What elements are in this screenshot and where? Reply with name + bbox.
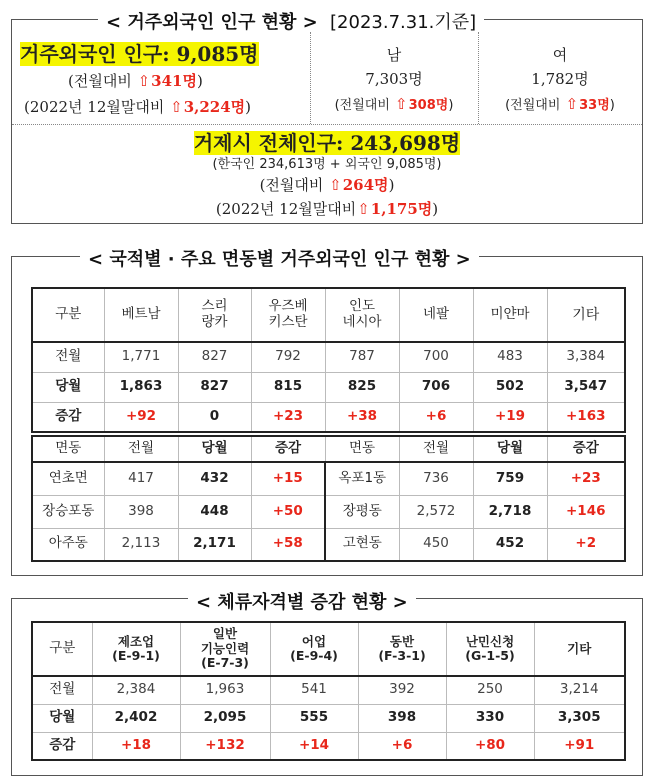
table-cell: 3,305 bbox=[534, 704, 625, 732]
foreign-mom-change: (전월대비 ⇧341명) bbox=[68, 72, 203, 90]
column-header: 베트남 bbox=[104, 288, 178, 342]
column-header: 당월 bbox=[178, 436, 251, 462]
column-header: 기타 bbox=[534, 622, 625, 676]
foreign-yoy-change: (2022년 12월말대비 ⇧3,224명) bbox=[24, 98, 252, 116]
male-count: 7,303명 bbox=[365, 70, 423, 88]
table-cell: 1,863 bbox=[104, 372, 178, 402]
city-mom-change: (전월대비 ⇧264명) bbox=[259, 176, 395, 194]
table-cell: +50 bbox=[251, 495, 325, 528]
table-cell: +23 bbox=[251, 402, 325, 432]
female-mom-change: (전월대비 ⇧33명) bbox=[505, 95, 615, 113]
table-cell: 2,718 bbox=[473, 495, 547, 528]
row-label: 전월 bbox=[32, 342, 104, 372]
table-cell: 815 bbox=[251, 372, 325, 402]
table-cell: +91 bbox=[534, 732, 625, 760]
table-row bbox=[32, 495, 625, 528]
district-table bbox=[31, 435, 626, 562]
table-cell: 759 bbox=[473, 462, 547, 495]
up-arrow-icon: ⇧ bbox=[170, 98, 183, 116]
table-cell: 2,384 bbox=[92, 676, 180, 704]
table-cell: 555 bbox=[270, 704, 358, 732]
column-header: 일반 기능인력 (E-7-3) bbox=[180, 622, 270, 676]
table-cell: 2,171 bbox=[178, 528, 251, 561]
table-cell: +15 bbox=[251, 462, 325, 495]
city-total-headline: 거제시 전체인구: 243,698명 bbox=[193, 131, 461, 155]
table-cell: +80 bbox=[446, 732, 534, 760]
row-label: 증감 bbox=[32, 732, 92, 760]
column-header: 구분 bbox=[32, 622, 92, 676]
table-cell: 0 bbox=[178, 402, 251, 432]
district-header-row bbox=[32, 436, 625, 462]
row-label: 증감 bbox=[32, 402, 104, 432]
status-change-title: < 체류자격별 증감 현황 > bbox=[188, 588, 416, 614]
table-cell: 448 bbox=[178, 495, 251, 528]
table-cell: 392 bbox=[358, 676, 446, 704]
table-cell: 827 bbox=[178, 372, 251, 402]
table-cell: 417 bbox=[104, 462, 178, 495]
nationality-district-title: < 국적별 · 주요 면동별 거주외국인 인구 현황 > bbox=[80, 245, 479, 271]
up-arrow-icon: ⇧ bbox=[395, 95, 408, 113]
visa-status-table bbox=[31, 621, 626, 761]
table-row bbox=[32, 732, 625, 760]
male-label: 남 bbox=[386, 46, 402, 64]
city-yoy-change: (2022년 12월말대비⇧1,175명) bbox=[215, 200, 439, 218]
column-header: 전월 bbox=[104, 436, 178, 462]
column-header: 스리 랑카 bbox=[178, 288, 251, 342]
table-cell: 827 bbox=[178, 342, 251, 372]
table-cell: 787 bbox=[325, 342, 399, 372]
table-cell: 483 bbox=[473, 342, 547, 372]
row-label: 당월 bbox=[32, 372, 104, 402]
table-cell: 2,572 bbox=[399, 495, 473, 528]
table-row bbox=[32, 528, 625, 561]
table-cell: 706 bbox=[399, 372, 473, 402]
table-cell: 250 bbox=[446, 676, 534, 704]
column-header: 당월 bbox=[473, 436, 547, 462]
table-cell: +6 bbox=[399, 402, 473, 432]
column-header: 어업 (E-9-4) bbox=[270, 622, 358, 676]
table-cell: +146 bbox=[547, 495, 625, 528]
table-cell: 3,547 bbox=[547, 372, 625, 402]
table-cell: +2 bbox=[547, 528, 625, 561]
column-header: 증감 bbox=[547, 436, 625, 462]
district-name: 옥포1동 bbox=[325, 462, 399, 495]
foreign-total-headline: 거주외국인 인구: 9,085명 bbox=[20, 42, 259, 66]
table-row bbox=[32, 402, 625, 432]
table-cell: +132 bbox=[180, 732, 270, 760]
table-cell: 2,095 bbox=[180, 704, 270, 732]
table-cell: +6 bbox=[358, 732, 446, 760]
table-cell: 432 bbox=[178, 462, 251, 495]
column-header: 전월 bbox=[399, 436, 473, 462]
female-count: 1,782명 bbox=[531, 70, 589, 88]
table-cell: +163 bbox=[547, 402, 625, 432]
district-name: 장평동 bbox=[325, 495, 399, 528]
table-cell: 2,402 bbox=[92, 704, 180, 732]
table-cell: 502 bbox=[473, 372, 547, 402]
table-cell: 700 bbox=[399, 342, 473, 372]
nationality-header-row bbox=[32, 288, 625, 342]
district-name: 연초면 bbox=[32, 462, 104, 495]
column-header: 면동 bbox=[32, 436, 104, 462]
table-cell: 450 bbox=[399, 528, 473, 561]
table-cell: 1,771 bbox=[104, 342, 178, 372]
column-header: 미얀마 bbox=[473, 288, 547, 342]
up-arrow-icon: ⇧ bbox=[565, 95, 579, 113]
table-cell: 3,214 bbox=[534, 676, 625, 704]
table-cell: 398 bbox=[104, 495, 178, 528]
column-header: 면동 bbox=[325, 436, 399, 462]
column-header: 우즈베 키스탄 bbox=[251, 288, 325, 342]
status-header-row bbox=[32, 622, 625, 676]
column-header: 인도 네시아 bbox=[325, 288, 399, 342]
column-header: 증감 bbox=[251, 436, 325, 462]
column-header: 기타 bbox=[547, 288, 625, 342]
table-row bbox=[32, 676, 625, 704]
population-summary-title: < 거주외국인 인구 현황 > [2023.7.31.기준] bbox=[98, 8, 484, 34]
district-name: 고현동 bbox=[325, 528, 399, 561]
table-cell: +14 bbox=[270, 732, 358, 760]
table-cell: 3,384 bbox=[547, 342, 625, 372]
female-label: 여 bbox=[552, 46, 568, 64]
column-header: 난민신청 (G-1-5) bbox=[446, 622, 534, 676]
table-cell: +18 bbox=[92, 732, 180, 760]
nationality-table bbox=[31, 287, 626, 433]
up-arrow-icon: ⇧ bbox=[357, 200, 370, 218]
divider-horizontal bbox=[12, 124, 642, 125]
table-cell: 792 bbox=[251, 342, 325, 372]
table-cell: +19 bbox=[473, 402, 547, 432]
table-row bbox=[32, 342, 625, 372]
column-header: 구분 bbox=[32, 288, 104, 342]
table-cell: +23 bbox=[547, 462, 625, 495]
table-cell: 736 bbox=[399, 462, 473, 495]
table-cell: 2,113 bbox=[104, 528, 178, 561]
up-arrow-icon: ⇧ bbox=[329, 176, 342, 194]
row-label: 당월 bbox=[32, 704, 92, 732]
table-cell: +58 bbox=[251, 528, 325, 561]
table-cell: 541 bbox=[270, 676, 358, 704]
table-cell: +38 bbox=[325, 402, 399, 432]
male-mom-change: (전월대비 ⇧308명) bbox=[334, 95, 454, 113]
table-cell: +92 bbox=[104, 402, 178, 432]
table-cell: 452 bbox=[473, 528, 547, 561]
table-cell: 1,963 bbox=[180, 676, 270, 704]
column-header: 동반 (F-3-1) bbox=[358, 622, 446, 676]
district-name: 장승포동 bbox=[32, 495, 104, 528]
city-breakdown: (한국인 234,613명 + 외국인 9,085명) bbox=[212, 157, 442, 172]
table-row bbox=[32, 704, 625, 732]
up-arrow-icon: ⇧ bbox=[137, 72, 151, 90]
column-header: 네팔 bbox=[399, 288, 473, 342]
column-header: 제조업 (E-9-1) bbox=[92, 622, 180, 676]
district-name: 아주동 bbox=[32, 528, 104, 561]
row-label: 전월 bbox=[32, 676, 92, 704]
table-cell: 398 bbox=[358, 704, 446, 732]
table-row bbox=[32, 462, 625, 495]
table-cell: 330 bbox=[446, 704, 534, 732]
table-row bbox=[32, 372, 625, 402]
table-cell: 825 bbox=[325, 372, 399, 402]
